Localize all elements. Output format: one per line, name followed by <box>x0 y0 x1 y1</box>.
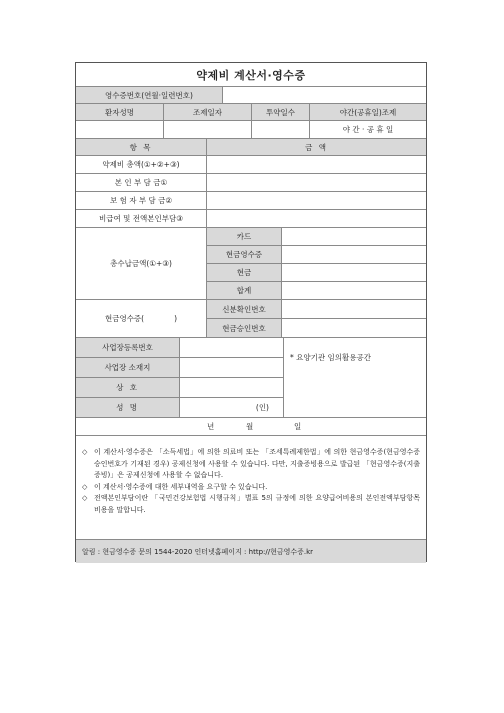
pay-sum-amount[interactable] <box>282 282 426 300</box>
dosage-days-header: 투약일수 <box>252 104 310 121</box>
institution-memo-label: * 요양기관 임의활용공간 <box>290 353 371 362</box>
diamond-icon: ◇ <box>82 482 88 491</box>
item-copay-amount[interactable] <box>207 174 426 192</box>
cash-approval-number-label: 현금승인번호 <box>207 319 282 338</box>
business-reg-no-value[interactable] <box>180 338 284 358</box>
item-column-header: 항 목 <box>76 139 207 156</box>
pay-sum-label: 합계 <box>207 282 282 300</box>
date-month: 월 <box>246 422 254 431</box>
receipt-no-value[interactable] <box>223 87 426 104</box>
diamond-icon: ◇ <box>82 494 88 502</box>
pay-cash-amount[interactable] <box>282 264 426 282</box>
dosage-days-value[interactable] <box>252 121 310 139</box>
item-total-label: 약제비 총액(①+②+③) <box>76 156 207 174</box>
note-text: 전액본인부담이란 「국민건강보험법 시행규칙」별표 5의 규정에 의한 요양급여비용의 본인전액부담항목 비용을 말합니다. <box>94 494 420 514</box>
business-name-value[interactable] <box>180 378 284 398</box>
issue-date-line <box>76 418 426 436</box>
amount-column-header: 금 액 <box>207 139 426 156</box>
note-text: 이 계산서·영수증에 대한 세부내역을 요구할 수 있습니다. <box>94 482 268 491</box>
item-noncovered-amount[interactable] <box>207 210 426 228</box>
cash-receipt-label: 현금영수증( ) <box>76 300 207 338</box>
pay-card-amount[interactable] <box>282 228 426 246</box>
date-year: 년 <box>207 422 215 431</box>
patient-name-value[interactable] <box>76 121 164 139</box>
note-item <box>82 482 420 494</box>
dispense-date-value[interactable] <box>164 121 252 139</box>
seal-mark: (인) <box>255 403 269 412</box>
diamond-icon: ◇ <box>82 448 88 456</box>
cash-approval-number-value[interactable] <box>282 319 426 338</box>
total-paid-label: 총수납금액(①+③) <box>76 228 207 300</box>
date-day: 일 <box>294 422 302 431</box>
pay-cash-label: 현금 <box>207 264 282 282</box>
id-check-number-value[interactable] <box>282 300 426 319</box>
notes-section <box>76 441 426 539</box>
item-noncovered-label: 비급여 및 전액본인부담③ <box>76 210 207 228</box>
night-dispense-header: 야간(공휴일)조제 <box>310 104 426 121</box>
pay-card-label: 카드 <box>207 228 282 246</box>
business-name-label: 상 호 <box>76 378 180 398</box>
note-text: 이 계산서·영수증은 「소득세법」에 의한 의료비 또는 「조세특례제한법」에 의한 현금영수증(현금영수증 승인번호가 기재된 경우) 공제신청에 사용할 수 있습니다. 다만, 지출증빙용으로 발급된 「현금영수증(지출증빙)」은 공제신청에 사용할 수 없습니다. <box>94 448 420 479</box>
institution-memo-space[interactable] <box>284 338 426 418</box>
night-dispense-options[interactable]: 야 간 · 공 휴 일 <box>310 121 426 139</box>
business-address-label: 사업장 소재지 <box>76 358 180 378</box>
item-insurer-amount[interactable] <box>207 192 426 210</box>
item-total-amount[interactable] <box>207 156 426 174</box>
business-address-value[interactable] <box>180 358 284 378</box>
representative-value[interactable] <box>180 398 284 418</box>
pay-cash-receipt-label: 현금영수증 <box>207 246 282 264</box>
receipt-no-label: 영수증번호(연월·일련번호) <box>76 87 223 104</box>
note-item <box>82 447 420 482</box>
representative-label: 성 명 <box>76 398 180 418</box>
item-insurer-label: 보 험 자 부 담 금② <box>76 192 207 210</box>
footer-notice: 알림 : 현금영수증 문의 1544-2020 인터넷홈페이지 : http://현금영수증.kr <box>76 539 426 563</box>
business-reg-no-label: 사업장등록번호 <box>76 338 180 358</box>
form-title: 약제비 계산서·영수증 <box>76 63 426 87</box>
item-copay-label: 본 인 부 담 금① <box>76 174 207 192</box>
receipt-form <box>75 62 427 562</box>
patient-name-header: 환자성명 <box>76 104 164 121</box>
note-item <box>82 493 420 516</box>
pay-cash-receipt-amount[interactable] <box>282 246 426 264</box>
id-check-number-label: 신분확인번호 <box>207 300 282 319</box>
dispense-date-header: 조제일자 <box>164 104 252 121</box>
